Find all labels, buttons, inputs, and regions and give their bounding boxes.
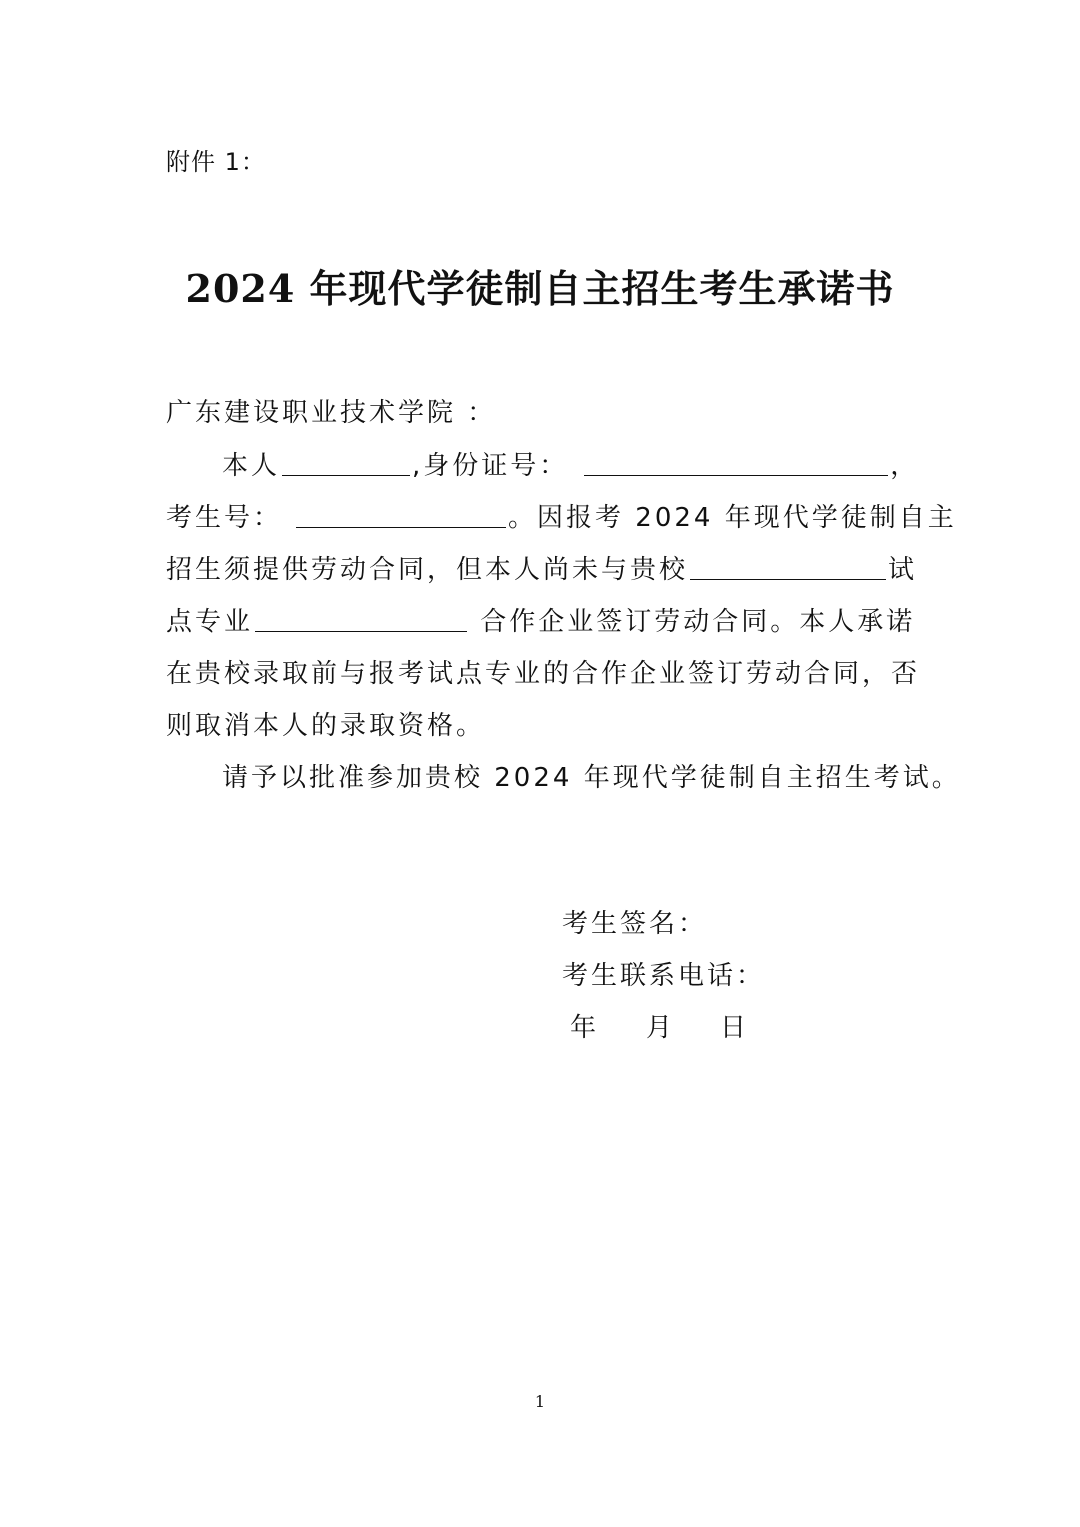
paragraph1-line5: 在贵校录取前与报考试点专业的合作企业签订劳动合同，否 <box>166 659 921 689</box>
name-blank[interactable] <box>282 445 410 476</box>
paragraph1-line2-text: 。因报考 2024 年现代学徒制自主 <box>508 503 957 533</box>
paragraph1-line6: 则取消本人的录取资格。 <box>166 711 486 741</box>
school-blank[interactable] <box>690 549 886 580</box>
paragraph1-line4-text: 合作企业签订劳动合同。本人承诺 <box>469 607 916 637</box>
phone-label: 考生联系电话： <box>562 961 766 991</box>
exam-number-blank[interactable] <box>296 497 506 528</box>
major-blank[interactable] <box>255 601 467 632</box>
paragraph1-line4 <box>166 596 915 648</box>
month-label: 月 <box>646 1013 673 1043</box>
id-number-label: ,身份证号： <box>412 451 569 481</box>
paragraph1-line1 <box>222 440 919 492</box>
paragraph1-line3-text: 招生须提供劳动合同，但本人尚未与贵校 <box>166 555 689 585</box>
page-number: 1 <box>534 1392 546 1411</box>
document-title: 2024 年现代学徒制自主招生考生承诺书 <box>185 266 895 311</box>
paragraph1-line2 <box>166 492 957 544</box>
name-prefix: 本人 <box>222 451 281 481</box>
paragraph1-line3 <box>166 544 917 596</box>
paragraph1-line3-end: 试 <box>888 555 918 585</box>
exam-number-label: 考生号： <box>166 503 283 533</box>
date-line <box>570 1002 746 1054</box>
addressee: 广东建设职业技术学院 ： <box>166 398 497 428</box>
day-label: 日 <box>720 1013 747 1043</box>
major-label: 点专业 <box>166 607 254 637</box>
id-number-blank[interactable] <box>584 445 888 476</box>
paragraph2: 请予以批准参加贵校 2024 年现代学徒制自主招生考试。 <box>222 763 961 793</box>
attachment-label: 附件 1： <box>166 148 266 176</box>
signature-label: 考生签名： <box>562 909 708 939</box>
year-label: 年 <box>570 1013 597 1043</box>
id-number-comma: ， <box>890 451 920 481</box>
